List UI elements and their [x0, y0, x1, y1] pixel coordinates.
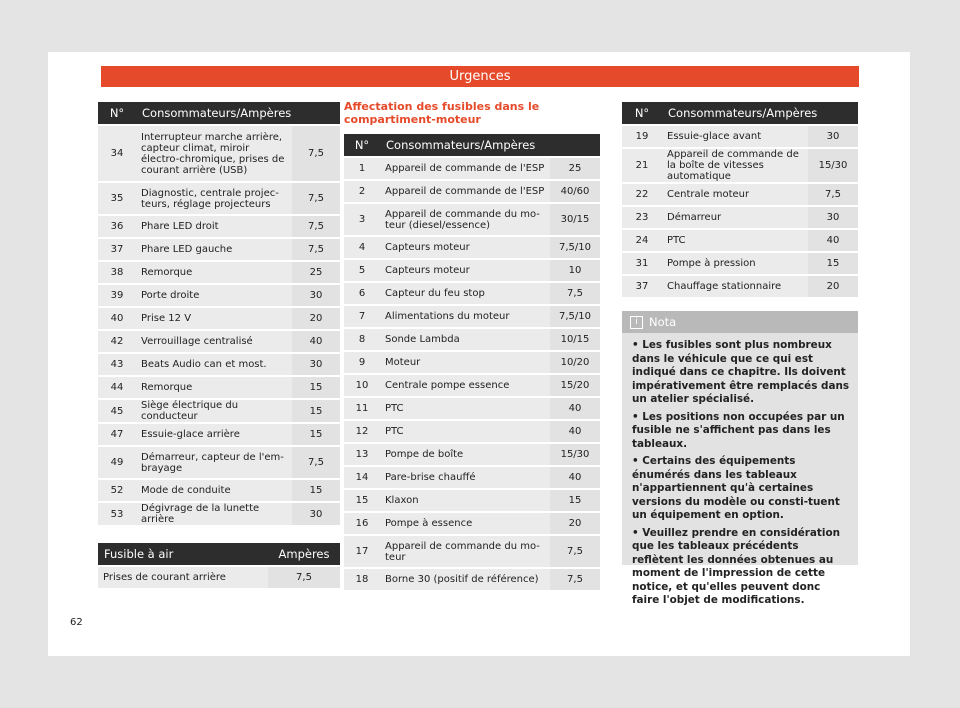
fuse-number: 44 [98, 377, 136, 398]
fuse-table-interior [98, 100, 340, 527]
header-consumers: Consommateurs/Ampères [380, 134, 600, 156]
fuse-number: 1 [344, 158, 380, 179]
table-row [98, 216, 340, 237]
table-row [344, 204, 600, 235]
fuse-amperage: 15 [292, 424, 340, 445]
nota-header [622, 311, 858, 333]
nota-item: • Veuillez prendre en considération que les tableaux précédents reflètent les données obtenues au moment de l'impression de cette notice, et qu'elles peuvent donc faire l'objet de modifications. [632, 526, 841, 606]
table-row [98, 424, 340, 445]
fuse-number: 3 [344, 204, 380, 235]
table-row [622, 253, 858, 274]
fuse-consumer: Sonde Lambda [380, 329, 550, 350]
fuse-amperage: 15 [292, 400, 340, 422]
fuse-number: 12 [344, 421, 380, 442]
table-row [622, 149, 858, 182]
fuse-consumer: PTC [380, 421, 550, 442]
fuse-amperage: 30 [292, 285, 340, 306]
fuse-table-engine-continued-body [622, 126, 858, 297]
header-consumers: Consommateurs/Ampères [662, 102, 858, 124]
fuse-number: 19 [622, 126, 662, 147]
fuse-amperage: 7,5 [550, 283, 600, 304]
page-number: 62 [70, 617, 83, 628]
fuse-amperage: 40 [550, 398, 600, 419]
fuse-consumer: Dégivrage de la lunette arrière [136, 503, 292, 525]
table-row [344, 329, 600, 350]
fuse-column-right [622, 100, 858, 299]
fuse-number: 15 [344, 490, 380, 511]
fuse-amperage: 7,5 [550, 569, 600, 590]
table-row [344, 283, 600, 304]
table-row [98, 331, 340, 352]
fuse-number: 31 [622, 253, 662, 274]
fuse-number: 40 [98, 308, 136, 329]
fuse-consumer: Remorque [136, 262, 292, 283]
fuse-consumer: Phare LED gauche [136, 239, 292, 260]
manual-page [48, 52, 910, 656]
fuse-consumer: Appareil de commande du mo-teur [380, 536, 550, 567]
fuse-table-engine [344, 132, 600, 592]
header-amperes: Ampères [268, 543, 340, 565]
table-row [344, 306, 600, 327]
fuse-consumer: Chauffage stationnaire [662, 276, 808, 297]
table-row [344, 237, 600, 258]
fuse-amperage: 15 [292, 377, 340, 398]
fuse-amperage: 30 [292, 503, 340, 525]
table-row [344, 260, 600, 281]
fuse-consumer: PTC [662, 230, 808, 251]
table-row [622, 126, 858, 147]
fuse-consumer: Prise 12 V [136, 308, 292, 329]
fuse-number: 38 [98, 262, 136, 283]
fuse-number: 52 [98, 480, 136, 501]
fuse-amperage: 30 [292, 354, 340, 375]
header-consumers: Consommateurs/Ampères [136, 102, 340, 124]
fuse-amperage: 20 [808, 276, 858, 297]
nota-item: • Les positions non occupées par un fusible ne s'affichent pas dans les tableaux. [632, 410, 845, 450]
table-row [344, 398, 600, 419]
air-fuse-table [98, 541, 340, 590]
table-row [98, 239, 340, 260]
fuse-amperage: 7,5 [292, 216, 340, 237]
fuse-consumer: Diagnostic, centrale projec-teurs, réglage projecteurs [136, 183, 292, 214]
table-row [344, 158, 600, 179]
fuse-consumer: Centrale pompe essence [380, 375, 550, 396]
fuse-consumer: Siège électrique du conducteur [136, 400, 292, 422]
fuse-consumer: Appareil de commande de la boîte de vitesses automatique [662, 149, 808, 182]
fuse-consumer: Verrouillage centralisé [136, 331, 292, 352]
table-row [344, 375, 600, 396]
table-row [344, 181, 600, 202]
fuse-consumer: Klaxon [380, 490, 550, 511]
fuse-consumer: Mode de conduite [136, 480, 292, 501]
table-row [622, 276, 858, 297]
fuse-amperage: 20 [550, 513, 600, 534]
fuse-number: 5 [344, 260, 380, 281]
fuse-consumer: Alimentations du moteur [380, 306, 550, 327]
fuse-number: 17 [344, 536, 380, 567]
fuse-column-left [98, 100, 340, 590]
fuse-number: 24 [622, 230, 662, 251]
fuse-number: 6 [344, 283, 380, 304]
fuse-number: 34 [98, 126, 136, 181]
fuse-consumer: Capteurs moteur [380, 260, 550, 281]
header-number: N° [98, 102, 136, 124]
nota-list [622, 333, 858, 608]
table-row [344, 421, 600, 442]
fuse-consumer: Borne 30 (positif de référence) [380, 569, 550, 590]
header-number: N° [622, 102, 662, 124]
fuse-amperage: 10/15 [550, 329, 600, 350]
fuse-amperage: 15 [292, 480, 340, 501]
fuse-consumer: Beats Audio can et most. [136, 354, 292, 375]
table-row [98, 354, 340, 375]
fuse-amperage: 7,5 [292, 447, 340, 478]
air-fuse-table-body [98, 567, 340, 588]
fuse-amperage: 30 [808, 207, 858, 228]
engine-compartment-title: Affectation des fusibles dans le compartiment-moteur [344, 100, 540, 126]
fuse-number: 35 [98, 183, 136, 214]
fuse-number: 16 [344, 513, 380, 534]
header-air-fuse: Fusible à air [98, 543, 268, 565]
table-row [344, 352, 600, 373]
fuse-consumer: Appareil de commande de l'ESP [380, 181, 550, 202]
table-row [344, 513, 600, 534]
fuse-amperage: 7,5 [292, 126, 340, 181]
fuse-number: 11 [344, 398, 380, 419]
table-row [98, 567, 340, 588]
fuse-amperage: 7,5 [292, 183, 340, 214]
fuse-consumer: Interrupteur marche arrière, capteur climat, miroir électro-chromique, prises de courant arrière (USB) [136, 126, 292, 181]
nota-box [622, 311, 858, 606]
table-row [98, 262, 340, 283]
fuse-amperage: 7,5/10 [550, 306, 600, 327]
fuse-amperage: 30 [808, 126, 858, 147]
section-banner: Urgences [101, 66, 859, 87]
fuse-amperage: 7,5 [808, 184, 858, 205]
fuse-consumer: Essuie-glace arrière [136, 424, 292, 445]
fuse-number: 45 [98, 400, 136, 422]
table-row [98, 377, 340, 398]
fuse-number: 37 [622, 276, 662, 297]
table-row [98, 400, 340, 422]
fuse-amperage: 10 [550, 260, 600, 281]
nota-title: Nota [649, 315, 677, 329]
header-number: N° [344, 134, 380, 156]
table-row [98, 308, 340, 329]
fuse-consumer: Appareil de commande du mo-teur (diesel/essence) [380, 204, 550, 235]
fuse-amperage: 15 [808, 253, 858, 274]
fuse-table-engine-continued [622, 100, 858, 299]
fuse-consumer: Prises de courant arrière [98, 567, 268, 588]
info-icon: i [630, 316, 643, 329]
table-row [98, 503, 340, 525]
fuse-amperage: 15/30 [808, 149, 858, 182]
fuse-number: 49 [98, 447, 136, 478]
table-row [622, 230, 858, 251]
fuse-number: 53 [98, 503, 136, 525]
nota-item: • Certains des équipements énumérés dans les tableaux n'appartiennent qu'à certaines versions du modèle ou consti-tuent un équipement en option. [632, 455, 840, 521]
fuse-amperage: 20 [292, 308, 340, 329]
fuse-number: 42 [98, 331, 136, 352]
fuse-column-middle [344, 100, 600, 592]
fuse-consumer: PTC [380, 398, 550, 419]
fuse-number: 47 [98, 424, 136, 445]
fuse-table-interior-body [98, 126, 340, 525]
table-row [98, 447, 340, 478]
fuse-consumer: Démarreur, capteur de l'em-brayage [136, 447, 292, 478]
fuse-amperage: 10/20 [550, 352, 600, 373]
table-row [98, 126, 340, 181]
fuse-number: 37 [98, 239, 136, 260]
fuse-consumer: Pompe de boîte [380, 444, 550, 465]
fuse-number: 8 [344, 329, 380, 350]
table-row [622, 207, 858, 228]
table-row [98, 183, 340, 214]
fuse-consumer: Pompe à pression [662, 253, 808, 274]
fuse-consumer: Centrale moteur [662, 184, 808, 205]
table-row [622, 184, 858, 205]
fuse-amperage: 40 [292, 331, 340, 352]
table-row [344, 467, 600, 488]
table-row [344, 490, 600, 511]
fuse-amperage: 40 [550, 467, 600, 488]
fuse-amperage: 40 [550, 421, 600, 442]
fuse-amperage: 25 [550, 158, 600, 179]
fuse-number: 18 [344, 569, 380, 590]
fuse-amperage: 15 [550, 490, 600, 511]
fuse-consumer: Pompe à essence [380, 513, 550, 534]
fuse-number: 9 [344, 352, 380, 373]
fuse-number: 10 [344, 375, 380, 396]
nota-item: • Les fusibles sont plus nombreux dans le véhicule que ce qui est indiqué dans ce chapitre. Ils doivent impérativement être remplacés dans un atelier spécialisé. [632, 339, 850, 405]
fuse-consumer: Démarreur [662, 207, 808, 228]
fuse-consumer: Porte droite [136, 285, 292, 306]
fuse-number: 23 [622, 207, 662, 228]
fuse-number: 2 [344, 181, 380, 202]
fuse-amperage: 15/30 [550, 444, 600, 465]
fuse-amperage: 7,5/10 [550, 237, 600, 258]
fuse-amperage: 7,5 [268, 567, 340, 588]
fuse-consumer: Pare-brise chauffé [380, 467, 550, 488]
fuse-number: 36 [98, 216, 136, 237]
fuse-number: 43 [98, 354, 136, 375]
fuse-consumer: Essuie-glace avant [662, 126, 808, 147]
fuse-number: 4 [344, 237, 380, 258]
fuse-table-engine-body [344, 158, 600, 590]
table-row [344, 536, 600, 567]
table-row [344, 444, 600, 465]
fuse-number: 7 [344, 306, 380, 327]
fuse-consumer: Appareil de commande de l'ESP [380, 158, 550, 179]
fuse-number: 14 [344, 467, 380, 488]
fuse-amperage: 40 [808, 230, 858, 251]
table-row [344, 569, 600, 590]
fuse-amperage: 15/20 [550, 375, 600, 396]
fuse-consumer: Phare LED droit [136, 216, 292, 237]
fuse-consumer: Remorque [136, 377, 292, 398]
fuse-amperage: 40/60 [550, 181, 600, 202]
fuse-number: 21 [622, 149, 662, 182]
fuse-amperage: 30/15 [550, 204, 600, 235]
fuse-consumer: Capteur du feu stop [380, 283, 550, 304]
fuse-amperage: 25 [292, 262, 340, 283]
table-row [98, 285, 340, 306]
fuse-number: 22 [622, 184, 662, 205]
fuse-consumer: Moteur [380, 352, 550, 373]
table-row [98, 480, 340, 501]
fuse-number: 39 [98, 285, 136, 306]
fuse-consumer: Capteurs moteur [380, 237, 550, 258]
fuse-number: 13 [344, 444, 380, 465]
fuse-amperage: 7,5 [292, 239, 340, 260]
fuse-amperage: 7,5 [550, 536, 600, 567]
